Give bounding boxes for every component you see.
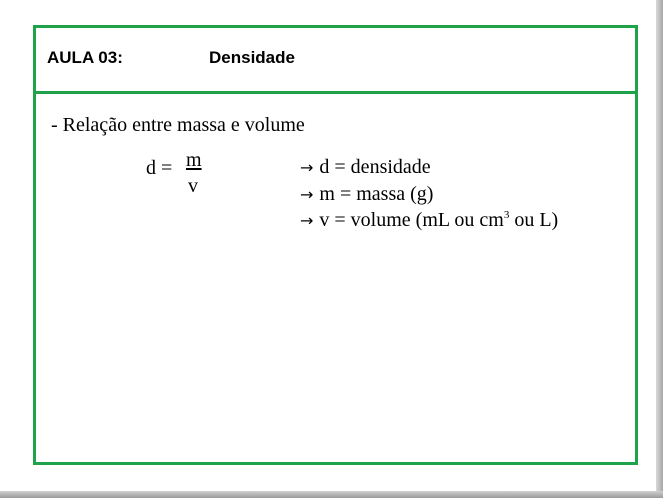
title-frame — [33, 25, 638, 91]
definition-text: v = volume (mL ou cm — [319, 209, 504, 231]
lesson-label: AULA 03: — [47, 48, 123, 67]
definition-text-suffix: ou L) — [509, 209, 559, 231]
definition-mass — [300, 184, 433, 204]
superscript-exponent: 3 — [503, 209, 510, 221]
definition-volume — [300, 210, 558, 230]
definition-density — [300, 157, 431, 177]
arrow-right-icon: → — [300, 211, 314, 230]
fraction-denominator: v — [188, 175, 198, 197]
definition-text: d = densidade — [319, 156, 431, 178]
arrow-right-icon: → — [300, 185, 314, 204]
slide-edge-shadow-right — [656, 0, 663, 498]
slide-edge-shadow-bottom — [0, 491, 663, 498]
fraction-numerator: m — [186, 149, 202, 171]
lesson-topic: Densidade — [209, 48, 295, 67]
arrow-right-icon: → — [300, 158, 314, 177]
content-frame — [33, 94, 638, 465]
equation-lhs: d = — [146, 157, 173, 179]
intro-line: - Relação entre massa e volume — [51, 114, 305, 136]
definition-text: m = massa (g) — [319, 183, 434, 205]
